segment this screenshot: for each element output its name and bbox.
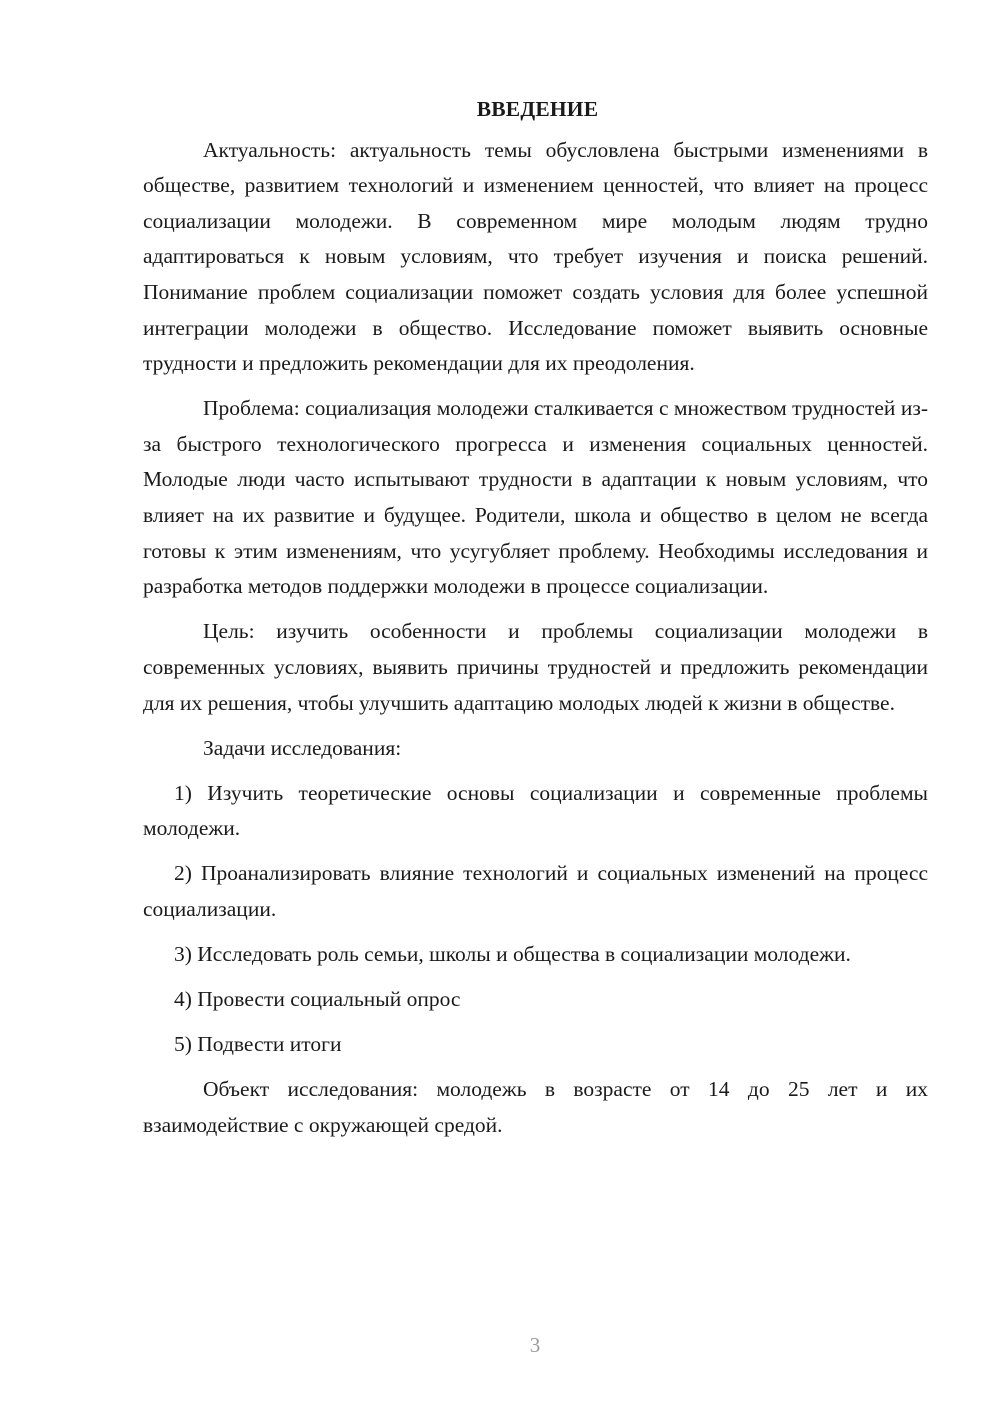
tasks-heading: Задачи исследования: xyxy=(203,735,402,760)
page-content xyxy=(143,92,928,1144)
task-item-1: 1) Изучить теоретические основы социализации и современные проблемы молодежи. xyxy=(143,780,928,841)
section-title: ВВЕДЕНИЕ xyxy=(476,97,599,121)
task-item-3: 3) Исследовать роль семьи, школы и общества в социализации молодежи. xyxy=(174,942,851,967)
relevance-paragraph: Актуальность: актуальность темы обусловлена быстрыми изменениями в обществе, развитием технологий и изменением ценностей, что влияет на процесс социализации молодежи. В современном мире молодым людям трудно адаптироваться к новым условиям, что требует изучения и поиска решений. Понимание проблем социализации поможет создать условия для более успешной интеграции молодежи в общество. Исследование поможет выявить основные трудности и предложить рекомендации для их преодоления. xyxy=(143,137,928,376)
object-paragraph: Объект исследования: молодежь в возрасте от 14 до 25 лет и их взаимодействие с окружающей средой. xyxy=(143,1077,928,1137)
task-item-4: 4) Провести социальный опрос xyxy=(174,987,461,1012)
problem-paragraph: Проблема: социализация молодежи сталкивается с множеством трудностей из-за быстрого технологического прогресса и изменения социальных ценностей. Молодые люди часто испытывают трудности в адаптации к новым условиям, что влияет на их развитие и будущее. Родители, школа и общество в целом не всегда готовы к этим изменениям, что усугубляет проблему. Необходимы исследования и разработка методов поддержки молодежи в процессе социализации. xyxy=(143,396,928,599)
task-item-2: 2) Проанализировать влияние технологий и социальных изменений на процесс социализации. xyxy=(143,861,928,921)
page-number: 3 xyxy=(529,1333,541,1357)
goal-paragraph: Цель: изучить особенности и проблемы социализации молодежи в современных условиях, выявить причины трудностей и предложить рекомендации для их решения, чтобы улучшить адаптацию молодых людей к жизни в обществе. xyxy=(143,619,928,715)
task-item-5: 5) Подвести итоги xyxy=(174,1032,342,1057)
